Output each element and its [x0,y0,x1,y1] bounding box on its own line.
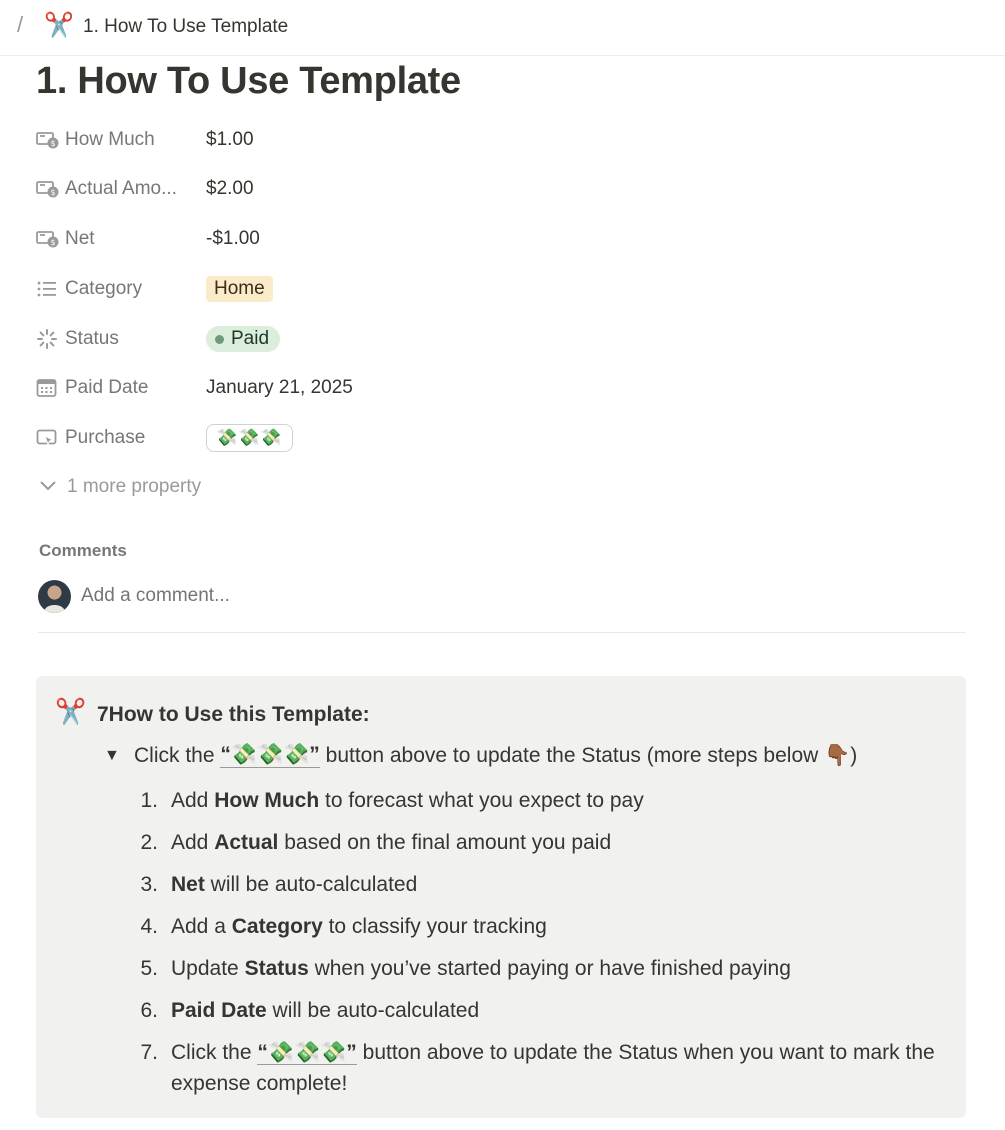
purchase-button-link[interactable]: “💸💸💸” [257,1041,357,1064]
step-bold: Actual [214,831,279,854]
toggle-text-prefix: Click the [134,743,221,767]
money-icon [36,128,62,152]
step-text: based on the final amount you paid [278,831,612,854]
list-number: 5. [140,957,158,980]
property-value[interactable]: -$1.00 [206,228,260,249]
property-name: How Much [65,129,155,150]
list-item [136,869,936,900]
step-text: Update [171,957,245,980]
list-number: 3. [140,873,158,896]
comment-input[interactable] [81,585,581,607]
more-properties-toggle[interactable] [38,476,201,498]
money-icon [36,227,62,251]
toggle-block [104,743,857,768]
property-name: Category [65,278,143,299]
list-number: 1. [140,789,158,812]
property-value[interactable]: January 21, 2025 [206,377,353,398]
status-dot-icon [215,335,224,344]
step-text: to forecast what you expect to pay [319,789,644,812]
scissors-icon[interactable]: ✂️ [44,12,74,39]
list-item [136,785,936,816]
step-text: button above to update the Status when you want to mark the expense complete! [171,1041,941,1095]
purchase-button-link[interactable]: “💸💸💸” [220,743,320,766]
property-name: Actual Amo... [65,178,177,199]
svg-text:$: $ [50,238,56,247]
button-cursor-icon [36,426,62,450]
property-name: Net [65,228,95,249]
step-bold: Status [244,957,309,980]
list-number: 2. [140,831,158,854]
step-text: Click the [171,1041,258,1064]
more-properties-label: 1 more property [67,476,202,497]
chevron-down-icon [38,476,60,498]
status-label: Paid [231,328,270,349]
step-text: Add a [171,915,232,938]
callout-title: 7How to Use this Template: [97,703,370,726]
step-text: will be auto-calculated [204,873,418,896]
calendar-icon [36,376,62,400]
steps-list [136,785,941,1110]
step-text: Add [171,831,215,854]
list-number: 6. [140,999,158,1022]
property-value-wrapper [206,424,293,452]
property-purchase[interactable] [36,418,636,458]
step-bold: How Much [214,789,320,812]
property-status[interactable] [36,319,636,359]
property-paid-date[interactable] [36,368,636,408]
category-tag[interactable]: Home [206,276,273,302]
property-how-much[interactable] [36,120,636,160]
list-number: 4. [140,915,158,938]
property-value-wrapper [206,326,280,352]
callout-block [36,676,966,1118]
top-bar [0,0,1005,56]
step-bold: Paid Date [171,999,267,1022]
step-bold: Net [171,873,205,896]
svg-text:$: $ [50,188,56,197]
list-item [136,911,936,942]
step-text: when you’ve started paying or have finished paying [308,957,791,980]
property-value-wrapper [206,276,273,302]
step-text: Add [171,789,215,812]
property-category[interactable] [36,269,636,309]
status-tag[interactable] [206,326,280,352]
property-name: Status [65,328,119,349]
scissors-icon[interactable]: ✂️ [55,698,87,726]
list-icon [36,277,62,301]
property-name: Paid Date [65,377,149,398]
step-text: to classify your tracking [322,915,547,938]
step-text: will be auto-calculated [266,999,480,1022]
toggle-text-suffix: button above to update the Status (more steps below 👇🏾) [319,743,858,767]
toggle-triangle-icon[interactable]: ▼ [104,746,120,764]
list-number: 7. [140,1041,158,1064]
step-bold: Category [231,915,323,938]
svg-text:$: $ [50,139,56,148]
property-value[interactable]: $1.00 [206,129,254,150]
divider [38,632,966,633]
page-title[interactable]: 1. How To Use Template [36,60,461,102]
user-avatar [38,580,71,613]
money-icon [36,177,62,201]
property-net[interactable] [36,219,636,259]
property-value[interactable]: $2.00 [206,178,254,199]
purchase-button[interactable]: 💸💸💸 [206,424,293,452]
property-actual-amount[interactable] [36,169,636,209]
breadcrumb-page-title[interactable]: 1. How To Use Template [83,16,289,37]
property-name: Purchase [65,427,146,448]
comments-heading: Comments [39,541,127,560]
list-item [136,827,936,858]
list-item [136,953,936,984]
status-icon [36,327,62,351]
breadcrumb-separator: / [17,12,24,37]
list-item [136,1037,941,1099]
list-item [136,995,936,1026]
